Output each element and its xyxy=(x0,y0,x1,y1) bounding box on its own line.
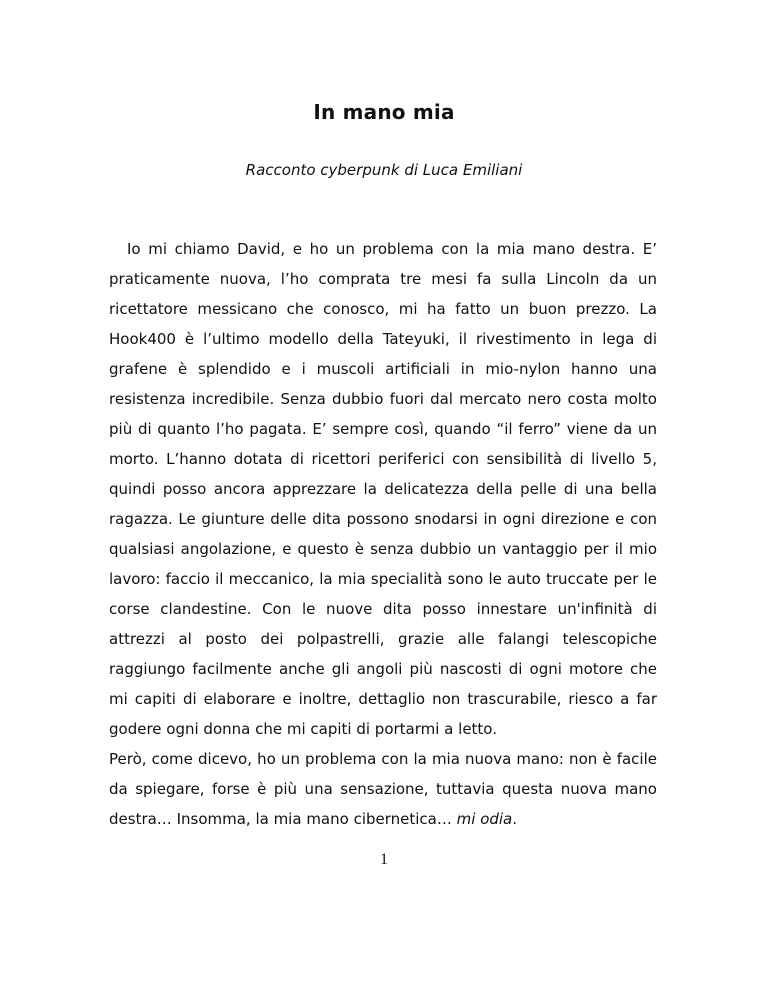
page-number: 1 xyxy=(380,851,388,868)
paragraph-2-emphasis: mi odia xyxy=(456,810,513,828)
paragraph-1: Io mi chiamo David, e ho un problema con la mia mano destra. E’ praticamente nuova, l’ho comprata tre mesi fa sulla Lincoln da un ricettatore messicano che conosco, mi ha fatto un buon prezzo. La Hook400 è l’ultimo modello della Tateyuki, il rivestimento in lega di grafene è splendido e i muscoli artificiali in mio-nylon hanno una resistenza incredibile. Senza dubbio fuori dal mercato nero costa molto più di quanto l’ho pagata. E’ sempre così, quando “il ferro” viene da un morto. L’hanno dotata di ricettori periferici con sensibilità di livello 5, quindi posso ancora apprezzare la delicatezza della pelle di una bella ragazza. Le giunture delle dita possono snodarsi in ogni direzione e con qualsiasi angolazione, e questo è senza dubbio un vantaggio per il mio lavoro: faccio il meccanico, la mia specialità sono le auto truccate per le corse clandestine. Con le nuove dita posso innestare un'infinità di attrezzi al posto dei polpastrelli, grazie alle falangi telescopiche raggiungo facilmente anche gli angoli più nascosti di ogni motore che mi capiti di elaborare e inoltre, dettaglio non trascurabile, riesco a far godere ogni donna che mi capiti di portarmi a letto. xyxy=(109,240,657,738)
document-subtitle: Racconto cyberpunk di Luca Emiliani xyxy=(245,161,523,179)
paragraph-2 xyxy=(109,744,657,834)
paragraph-2-text: Però, come dicevo, ho un problema con la mia nuova mano: non è facile da spiegare, forse è più una sensazione, tuttavia questa nuova mano destra… Insomma, la mia mano cibernetica… xyxy=(109,750,657,828)
document-title: In mano mia xyxy=(313,100,455,124)
paragraph-2-end: . xyxy=(512,810,518,828)
document-body xyxy=(109,234,657,834)
